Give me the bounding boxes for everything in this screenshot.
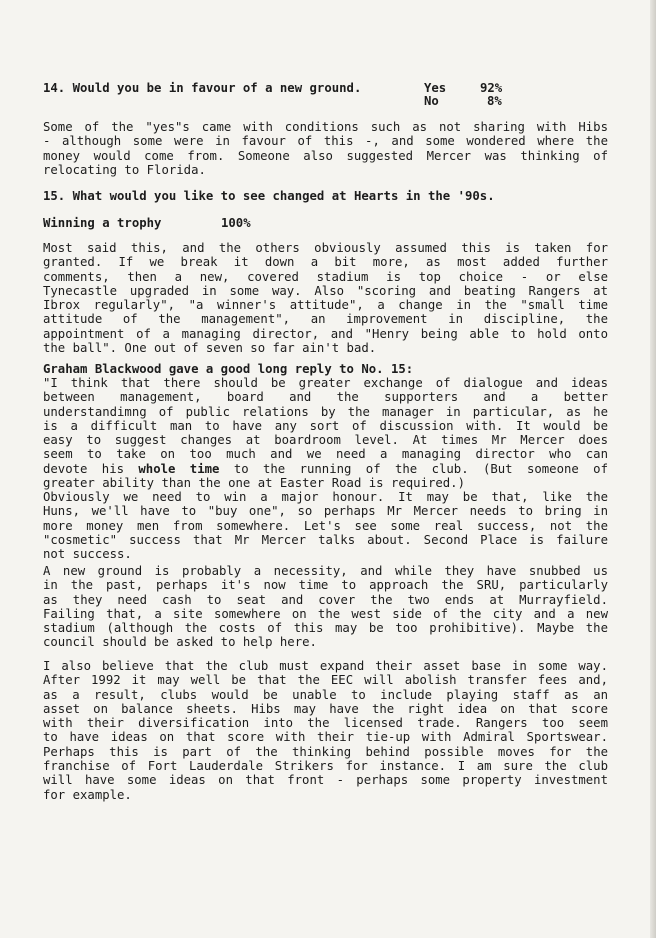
q14-no-label: No: [424, 94, 439, 108]
text-line: attitude of the management", an improvement in discipline, the: [43, 312, 608, 327]
text-line: in the past, perhaps it's now time to approach the SRU, particularly: [43, 578, 608, 593]
q15-answer-pct: 100%: [221, 216, 251, 230]
text-line: Obviously we need to win a major honour. It may be that, like the: [43, 490, 608, 504]
text-line: Ibrox regularly", "a winner's attitude", a change in the "small time: [43, 298, 608, 313]
reply-paragraph-3: [43, 564, 608, 650]
text-line: I also believe that the club must expand their asset base in some way.: [43, 659, 608, 673]
text-line: Perhaps this is part of the thinking behind possible moves for the: [43, 744, 608, 759]
text-line: "cosmetic" success that Mr Mercer talks about. Second Place is failure: [43, 532, 608, 547]
text-line: Huns, we'll have to "buy one", so perhaps Mr Mercer needs to bring in: [43, 504, 608, 519]
text-line: appointment of a managing director, and "Henry being able to hold onto: [43, 326, 608, 341]
text-line: as they need cash to seat and cover the two ends at Murrayfield.: [43, 592, 608, 607]
text-line: more money men from somewhere. Let's see some real success, not the: [43, 518, 608, 533]
q14-no-pct: 8%: [487, 94, 502, 108]
text-line: with their diversification into the licensed trade. Rangers too seem: [43, 716, 608, 731]
reply-paragraph-2: [43, 490, 608, 561]
text-line: money would come from. Someone also suggested Mercer was thinking of: [43, 148, 608, 163]
text-line: Some of the "yes"s came with conditions such as not sharing with Hibs: [43, 120, 608, 134]
text-line: to have ideas on that score with their tie-up with Admiral Sportswear.: [43, 730, 608, 745]
text-line: greater ability than the one at Easter Road is required.): [43, 476, 465, 491]
emphasis-text: whole time: [138, 461, 220, 476]
text-line: granted. If we break it down a bit more, as most added further: [43, 255, 608, 270]
text-line: relocating to Florida.: [43, 162, 206, 177]
text-line: comments, then a new, covered stadium is top choice - or else: [43, 269, 608, 284]
q15-body: [43, 241, 608, 355]
text-line: [43, 462, 608, 476]
text-line: council should be asked to help here.: [43, 635, 317, 650]
q15-answer-label: Winning a trophy: [43, 216, 162, 230]
text-line: After 1992 it may well be that the EEC will abolish transfer fees and,: [43, 673, 608, 688]
q15-heading: 15. What would you like to see changed at Hearts in the '90s.: [43, 189, 495, 203]
text-line: easy to suggest changes at boardroom level. At times Mr Mercer does: [43, 433, 608, 448]
text-line: is a difficult man to have any sort of discussion with. It would be: [43, 418, 608, 433]
text-line: will have some ideas on that front - perhaps some property investment: [43, 773, 608, 788]
page-edge-shadow: [650, 0, 656, 938]
q14-yes-pct: 92%: [480, 81, 503, 95]
text-line: "I think that there should be greater exchange of dialogue and ideas: [43, 376, 608, 390]
text-line: stadium (although the costs of this may be too prohibitive). Maybe the: [43, 621, 608, 636]
q14-heading: 14. Would you be in favour of a new ground.: [43, 81, 362, 95]
text-segment: to the running of the club. (But someone of: [233, 461, 608, 476]
text-line: A new ground is probably a necessity, and while they have snubbed us: [43, 564, 608, 578]
text-line: for example.: [43, 787, 132, 802]
text-line: seem to take on too much and we need a managing director who can: [43, 447, 608, 462]
text-line: as a result, clubs would be unable to include playing staff as an: [43, 687, 608, 702]
text-segment: devote his: [43, 461, 125, 476]
text-line: the ball". One out of seven so far ain't bad.: [43, 341, 377, 356]
reply-paragraph-4: [43, 659, 608, 802]
reply-paragraph-1: [43, 376, 608, 490]
text-line: franchise of Fort Lauderdale Strikers for instance. I am sure the club: [43, 759, 608, 774]
reply-heading: Graham Blackwood gave a good long reply to No. 15:: [43, 362, 414, 376]
text-line: Tynecastle upgraded in some way. Also "scoring and beating Rangers at: [43, 283, 608, 298]
text-line: understandimng of public relations by the manager in particular, as he: [43, 404, 608, 419]
text-line: Most said this, and the others obviously assumed this is taken for: [43, 241, 608, 255]
q14-yes-label: Yes: [424, 81, 447, 95]
text-line: not success.: [43, 547, 132, 562]
text-line: asset on balance sheets. Hibs may have the right idea on that score: [43, 701, 608, 716]
text-line: - although some were in favour of this -, and some wondered where the: [43, 134, 608, 149]
text-line: Failing that, a site somewhere on the west side of the city and a new: [43, 606, 608, 621]
text-line: between management, board and the supporters and a better: [43, 390, 608, 405]
q14-body: [43, 120, 608, 177]
